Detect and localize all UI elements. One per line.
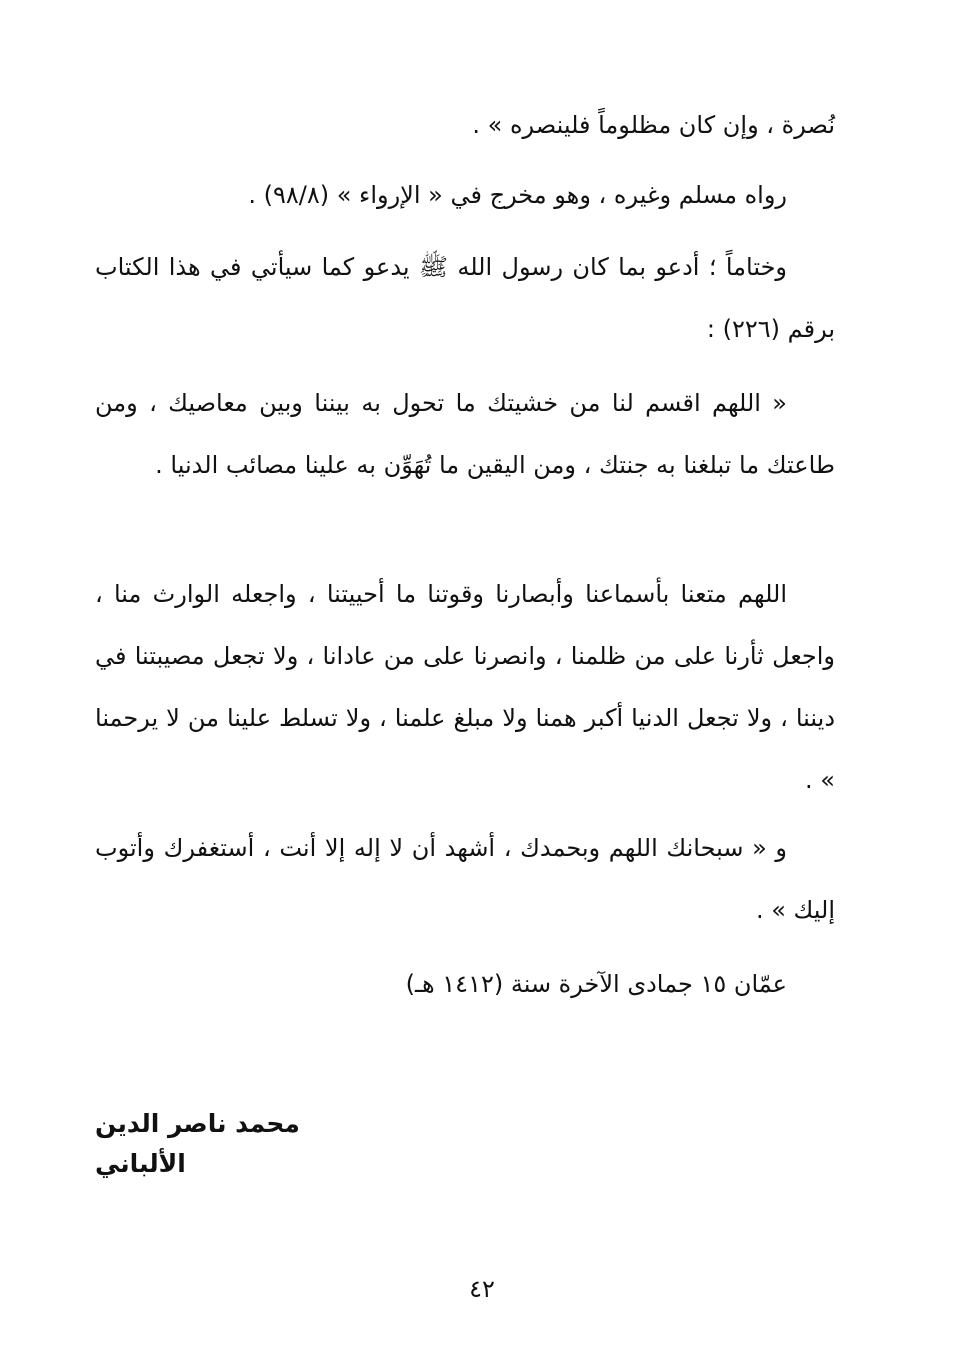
- paragraph-prayer-3: [95, 817, 835, 941]
- date-line: [95, 953, 835, 1015]
- paragraph-prayer-1: [95, 372, 835, 496]
- paragraph-1: نُصرة ، وإن كان مظلوماً فلينصره » .: [472, 111, 835, 139]
- paragraph-4: « اللهم اقسم لنا من خشيتك ما تحول به بيننا وبين معاصيك ، ومن طاعتك ما تبلغنا به جنتك ، ومن اليقين ما تُهَوِّن به علينا مصائب الدنيا .: [95, 389, 835, 479]
- paragraph-closing-intro: [95, 236, 835, 360]
- paragraph-6: و « سبحانك اللهم وبحمدك ، أشهد أن لا إله إلا أنت ، أستغفرك وأتوب إليك » .: [95, 834, 835, 924]
- paragraph-7: عمّان ١٥ جمادى الآخرة سنة (١٤١٢ هـ): [405, 970, 787, 998]
- paragraph-citation: [95, 164, 835, 226]
- paragraph-2: رواه مسلم وغيره ، وهو مخرج في « الإرواء » (٩٨/٨) .: [248, 181, 787, 209]
- author-signature: محمد ناصر الدين الألباني: [95, 1109, 300, 1178]
- page-number: ٤٢: [469, 1275, 495, 1303]
- paragraph-prayer-2: [95, 563, 835, 811]
- paragraph-continuation: [95, 94, 835, 156]
- paragraph-3: وختاماً ؛ أدعو بما كان رسول الله ﷺ يدعو كما سيأتي في هذا الكتاب برقم (٢٢٦) :: [95, 253, 835, 343]
- paragraph-5: اللهم متعنا بأسماعنا وأبصارنا وقوتنا ما أحييتنا ، واجعله الوارث منا ، واجعل ثأرنا على من ظلمنا ، وانصرنا على من عادانا ، ولا تجعل مصيبتنا في ديننا ، ولا تجعل الدنيا أكبر همنا ولا مبلغ علمنا ، ولا تسلط علينا من لا يرحمنا » .: [95, 580, 835, 794]
